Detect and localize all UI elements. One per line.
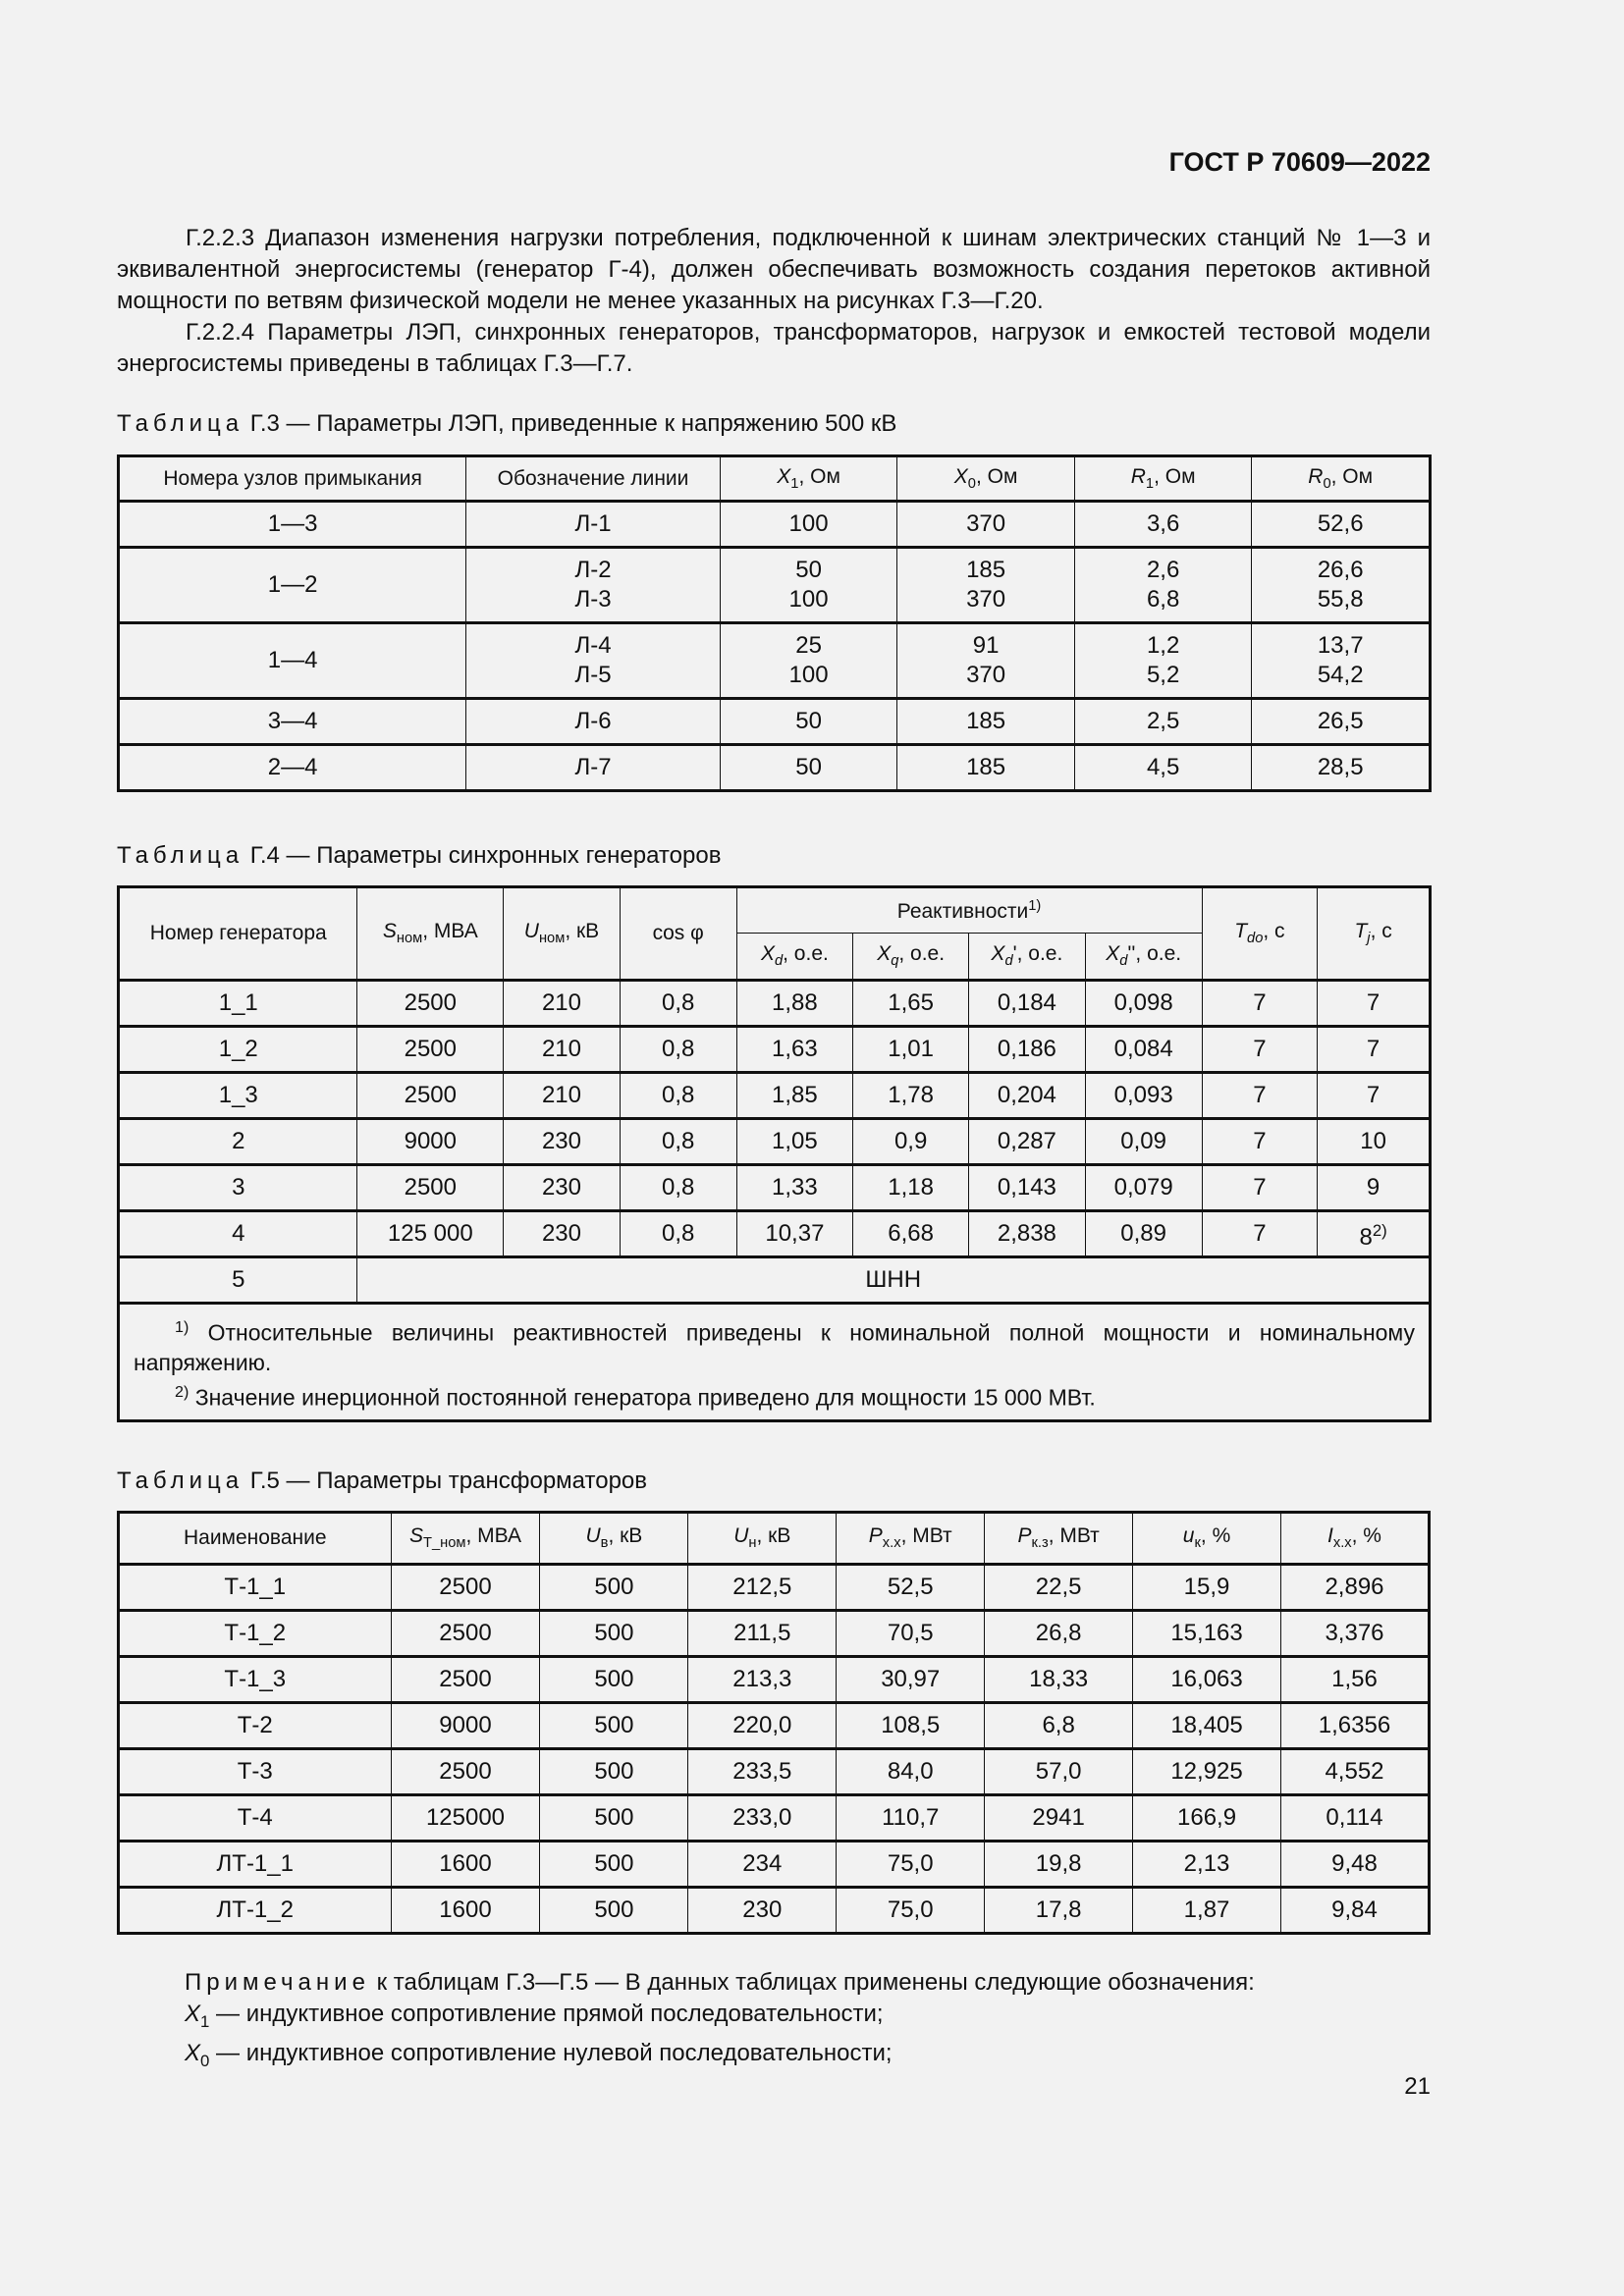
note-line: Примечание к таблицам Г.3—Г.5 — В данных таблицах применены следующие обозначения: bbox=[185, 1969, 1255, 1996]
table3-cell: 3,6 bbox=[1074, 502, 1252, 548]
table3-cell: 185 bbox=[897, 699, 1075, 745]
table5-cell: 9000 bbox=[391, 1703, 540, 1749]
table5-cell: Т-3 bbox=[119, 1749, 392, 1795]
table4-cell: 7 bbox=[1202, 1211, 1318, 1257]
table3-cell: 91 370 bbox=[897, 623, 1075, 699]
table5-cell: 75,0 bbox=[837, 1888, 985, 1934]
table5-cell: 1,87 bbox=[1133, 1888, 1281, 1934]
table4-header-xd: $X_d$, о.е. bbox=[736, 934, 853, 981]
table4-header-xq: $X_q$, о.е. bbox=[853, 934, 969, 981]
table5-cell: 70,5 bbox=[837, 1611, 985, 1657]
table4-cell: 210 bbox=[504, 1073, 621, 1119]
table4-cell: 1,78 bbox=[853, 1073, 969, 1119]
table5-cell: 500 bbox=[540, 1611, 688, 1657]
table5-cell: 2,896 bbox=[1280, 1565, 1429, 1611]
table4-cell: 210 bbox=[504, 981, 621, 1027]
table5-cell: Т-1_1 bbox=[119, 1565, 392, 1611]
table5-cell: 2500 bbox=[391, 1565, 540, 1611]
table4-cell: 7 bbox=[1202, 1027, 1318, 1073]
table-row bbox=[119, 1211, 1431, 1257]
table4-cell: 0,204 bbox=[969, 1073, 1086, 1119]
table5-cell: 75,0 bbox=[837, 1842, 985, 1888]
table5-cell: ЛТ-1_2 bbox=[119, 1888, 392, 1934]
table5-cell: 16,063 bbox=[1133, 1657, 1281, 1703]
table5-cell: 18,33 bbox=[985, 1657, 1133, 1703]
table4-cell: 6,68 bbox=[853, 1211, 969, 1257]
table4-cell: 7 bbox=[1318, 981, 1431, 1027]
table4-cell: 1_2 bbox=[119, 1027, 357, 1073]
table-row bbox=[119, 548, 1431, 623]
table4-cell: 7 bbox=[1318, 1073, 1431, 1119]
table-row bbox=[119, 981, 1431, 1027]
table4-cell: 0,8 bbox=[620, 1027, 736, 1073]
table3-header-x0: $X_0$, Ом bbox=[897, 456, 1075, 502]
note-x0: $X_0$ — индуктивное сопротивление нулевой последовательности; bbox=[185, 2039, 893, 2070]
table3-cell: 52,6 bbox=[1252, 502, 1431, 548]
table3-header-r1: $R_1$, Ом bbox=[1074, 456, 1252, 502]
table3-cell: 28,5 bbox=[1252, 745, 1431, 791]
table4-cell: 125 000 bbox=[357, 1211, 504, 1257]
table5-caption bbox=[117, 1468, 647, 1495]
table4-cell: 10,37 bbox=[736, 1211, 853, 1257]
table5-cell: 108,5 bbox=[837, 1703, 985, 1749]
table4-header-cos: cos φ bbox=[620, 887, 736, 981]
table-row bbox=[119, 699, 1431, 745]
paragraph-g224: Г.2.2.4 Параметры ЛЭП, синхронных генераторов, трансформаторов, нагрузок и емкостей тестовой модели энергосистемы приведены в таблицах Г.3—Г.7. bbox=[117, 319, 1431, 377]
table4-cell: 1_3 bbox=[119, 1073, 357, 1119]
table4-cell: 7 bbox=[1202, 1165, 1318, 1211]
table4-header-u: $U_{ном}$, кВ bbox=[504, 887, 621, 981]
table5-header-pkz: $P_{к.з}$, МВт bbox=[985, 1513, 1133, 1565]
table5-cell: 500 bbox=[540, 1703, 688, 1749]
table4-cell: 0,143 bbox=[969, 1165, 1086, 1211]
table4-cell: 5 bbox=[119, 1257, 357, 1304]
table4-cell: 8$^{2)}$ bbox=[1318, 1211, 1431, 1257]
table3-cell: 50 bbox=[720, 699, 897, 745]
table-row bbox=[119, 1165, 1431, 1211]
table4-cell: 2500 bbox=[357, 1073, 504, 1119]
table5-cell: 500 bbox=[540, 1888, 688, 1934]
table4-cell: 0,093 bbox=[1085, 1073, 1202, 1119]
table5-cell: 3,376 bbox=[1280, 1611, 1429, 1657]
table4-cell: 1,18 bbox=[853, 1165, 969, 1211]
table-row bbox=[119, 1795, 1430, 1842]
table-notes bbox=[185, 1967, 1255, 2077]
table3-cell: 1,2 5,2 bbox=[1074, 623, 1252, 699]
table5-header-s: $S_{Т\_ном}$, МВА bbox=[391, 1513, 540, 1565]
table4-notes-row bbox=[119, 1304, 1431, 1421]
table4-cell: 1,05 bbox=[736, 1119, 853, 1165]
table4-cell: 4 bbox=[119, 1211, 357, 1257]
table4-cell: 7 bbox=[1202, 1119, 1318, 1165]
table4-cell: 0,9 bbox=[853, 1119, 969, 1165]
table-row bbox=[119, 502, 1431, 548]
table5-cell: 2500 bbox=[391, 1749, 540, 1795]
table4-cell: 3 bbox=[119, 1165, 357, 1211]
table4-caption bbox=[117, 842, 721, 870]
table4-cell: 0,079 bbox=[1085, 1165, 1202, 1211]
table5-cell: 2,13 bbox=[1133, 1842, 1281, 1888]
table4-header-gen: Номер генератора bbox=[119, 887, 357, 981]
table5-cell: 26,8 bbox=[985, 1611, 1133, 1657]
table3-cell: 370 bbox=[897, 502, 1075, 548]
table5-cell: Т-4 bbox=[119, 1795, 392, 1842]
table5-cell: 500 bbox=[540, 1795, 688, 1842]
table3-header-x1: $X_1$, Ом bbox=[720, 456, 897, 502]
table5-cell: 211,5 bbox=[688, 1611, 837, 1657]
table-row bbox=[119, 623, 1431, 699]
table5-cell: 22,5 bbox=[985, 1565, 1133, 1611]
table5-cell: Т-1_3 bbox=[119, 1657, 392, 1703]
table3-cell: 26,6 55,8 bbox=[1252, 548, 1431, 623]
table3-cell: 2,6 6,8 bbox=[1074, 548, 1252, 623]
table4-cell: 230 bbox=[504, 1211, 621, 1257]
table4-cell: 0,09 bbox=[1085, 1119, 1202, 1165]
table3-header-nodes: Номера узлов примыкания bbox=[119, 456, 466, 502]
table3-cell: Л-6 bbox=[466, 699, 721, 745]
table5-cell: 84,0 bbox=[837, 1749, 985, 1795]
table5-cell: 0,114 bbox=[1280, 1795, 1429, 1842]
note-x1: $X_1$ — индуктивное сопротивление прямой последовательности; bbox=[185, 2001, 884, 2031]
table4-cell: 230 bbox=[504, 1165, 621, 1211]
table4-cell: 1,65 bbox=[853, 981, 969, 1027]
table4-cell: 2,838 bbox=[969, 1211, 1086, 1257]
table5-cell: 230 bbox=[688, 1888, 837, 1934]
table4-cell-shnn: ШНН bbox=[357, 1257, 1431, 1304]
table4-cell: 2 bbox=[119, 1119, 357, 1165]
table5-cell: 52,5 bbox=[837, 1565, 985, 1611]
table3-cell: Л-7 bbox=[466, 745, 721, 791]
table4-cell: 0,098 bbox=[1085, 981, 1202, 1027]
table4-cell: 7 bbox=[1202, 981, 1318, 1027]
table5-cell: 15,9 bbox=[1133, 1565, 1281, 1611]
table-row bbox=[119, 1073, 1431, 1119]
table5-cell: 9,84 bbox=[1280, 1888, 1429, 1934]
table4-header-xd2: $X_d''$, о.е. bbox=[1085, 934, 1202, 981]
table3-header-line: Обозначение линии bbox=[466, 456, 721, 502]
table3-cell: 1—4 bbox=[119, 623, 466, 699]
table5-header-pxx: $P_{х.х}$, МВт bbox=[837, 1513, 985, 1565]
table3-cell: 100 bbox=[720, 502, 897, 548]
table3-cell: 13,7 54,2 bbox=[1252, 623, 1431, 699]
table5-cell: 57,0 bbox=[985, 1749, 1133, 1795]
table5-cell: 1,56 bbox=[1280, 1657, 1429, 1703]
table3-cell: 185 370 bbox=[897, 548, 1075, 623]
table3-cell: 185 bbox=[897, 745, 1075, 791]
table3-title: Г.3 — Параметры ЛЭП, приведенные к напряжению 500 кВ bbox=[249, 410, 897, 437]
table4-cell: 0,8 bbox=[620, 1211, 736, 1257]
table-row bbox=[119, 1703, 1430, 1749]
table5-cell: Т-1_2 bbox=[119, 1611, 392, 1657]
table5-cell: 220,0 bbox=[688, 1703, 837, 1749]
table3-cell: Л-2 Л-3 bbox=[466, 548, 721, 623]
table5-cell: 2941 bbox=[985, 1795, 1133, 1842]
table-row bbox=[119, 1119, 1431, 1165]
page-number: 21 bbox=[1404, 2073, 1431, 2100]
table5-cell: 12,925 bbox=[1133, 1749, 1281, 1795]
table4-cell: 9 bbox=[1318, 1165, 1431, 1211]
table-row bbox=[119, 1842, 1430, 1888]
table3-cell: 1—3 bbox=[119, 502, 466, 548]
table4-cell: 1,85 bbox=[736, 1073, 853, 1119]
table5-label: Таблица bbox=[117, 1468, 244, 1494]
table4-cell: 2500 bbox=[357, 981, 504, 1027]
table4-cell: 210 bbox=[504, 1027, 621, 1073]
table5-cell: 234 bbox=[688, 1842, 837, 1888]
table4-cell: 230 bbox=[504, 1119, 621, 1165]
table4-header-xd1: $X_d'$, о.е. bbox=[969, 934, 1086, 981]
table3-cell: 26,5 bbox=[1252, 699, 1431, 745]
table4-cell: 0,8 bbox=[620, 1165, 736, 1211]
table5-cell: 166,9 bbox=[1133, 1795, 1281, 1842]
table5-cell: 500 bbox=[540, 1565, 688, 1611]
table5-cell: ЛТ-1_1 bbox=[119, 1842, 392, 1888]
table5-cell: 1600 bbox=[391, 1888, 540, 1934]
body-text bbox=[117, 223, 1431, 380]
document-header: ГОСТ Р 70609—2022 bbox=[1168, 147, 1431, 177]
table4-cell: 1,88 bbox=[736, 981, 853, 1027]
table4-cell: 0,184 bbox=[969, 981, 1086, 1027]
table3-cell: 50 bbox=[720, 745, 897, 791]
table5-header-ixx: $I_{х.х}$, % bbox=[1280, 1513, 1429, 1565]
table4-cell: 0,8 bbox=[620, 1073, 736, 1119]
table5-header-uv: $U_в$, кВ bbox=[540, 1513, 688, 1565]
table-row bbox=[119, 1565, 1430, 1611]
table5-cell: 1600 bbox=[391, 1842, 540, 1888]
table-row bbox=[119, 1611, 1430, 1657]
table4-cell: 10 bbox=[1318, 1119, 1431, 1165]
table5-cell: 500 bbox=[540, 1749, 688, 1795]
table3-cell: 2—4 bbox=[119, 745, 466, 791]
table4-cell: 7 bbox=[1202, 1073, 1318, 1119]
table4-cell: 0,8 bbox=[620, 1119, 736, 1165]
table5-cell: 500 bbox=[540, 1657, 688, 1703]
table5-cell: 15,163 bbox=[1133, 1611, 1281, 1657]
table4-cell: 2500 bbox=[357, 1165, 504, 1211]
table5-cell: 19,8 bbox=[985, 1842, 1133, 1888]
table4-cell: 0,287 bbox=[969, 1119, 1086, 1165]
table4-cell: 1,63 bbox=[736, 1027, 853, 1073]
table3-cell: 25 100 bbox=[720, 623, 897, 699]
table5-header-uk: $u_к$, % bbox=[1133, 1513, 1281, 1565]
table3 bbox=[117, 454, 1432, 792]
table3-cell: Л-1 bbox=[466, 502, 721, 548]
table3-caption bbox=[117, 410, 896, 438]
table3-label: Таблица bbox=[117, 410, 244, 437]
table3-cell: 1—2 bbox=[119, 548, 466, 623]
table4-cell: 0,89 bbox=[1085, 1211, 1202, 1257]
table3-cell: 3—4 bbox=[119, 699, 466, 745]
table5-cell: 233,0 bbox=[688, 1795, 837, 1842]
table-row bbox=[119, 1888, 1430, 1934]
table5 bbox=[117, 1511, 1431, 1935]
table4-cell: 2500 bbox=[357, 1027, 504, 1073]
table4-cell: 1_1 bbox=[119, 981, 357, 1027]
table4-cell: 0,186 bbox=[969, 1027, 1086, 1073]
table3-cell: 50 100 bbox=[720, 548, 897, 623]
table5-title: Г.5 — Параметры трансформаторов bbox=[249, 1468, 648, 1494]
table4-header-tdo: $T_{do}$, с bbox=[1202, 887, 1318, 981]
table-row bbox=[119, 1657, 1430, 1703]
table5-cell: 4,552 bbox=[1280, 1749, 1429, 1795]
table5-cell: Т-2 bbox=[119, 1703, 392, 1749]
table-row bbox=[119, 745, 1431, 791]
table5-cell: 1,6356 bbox=[1280, 1703, 1429, 1749]
table3-cell: 4,5 bbox=[1074, 745, 1252, 791]
table5-cell: 2500 bbox=[391, 1611, 540, 1657]
table5-cell: 2500 bbox=[391, 1657, 540, 1703]
table5-cell: 213,3 bbox=[688, 1657, 837, 1703]
table5-cell: 9,48 bbox=[1280, 1842, 1429, 1888]
table5-cell: 6,8 bbox=[985, 1703, 1133, 1749]
table4-title: Г.4 — Параметры синхронных генераторов bbox=[249, 842, 722, 869]
table5-cell: 233,5 bbox=[688, 1749, 837, 1795]
table5-header-un: $U_н$, кВ bbox=[688, 1513, 837, 1565]
table5-cell: 500 bbox=[540, 1842, 688, 1888]
table3-cell: 2,5 bbox=[1074, 699, 1252, 745]
table4-header-tj: $T_j$, с bbox=[1318, 887, 1431, 981]
table5-cell: 17,8 bbox=[985, 1888, 1133, 1934]
table4-header-reactances: Реактивности$^{1)}$ bbox=[736, 887, 1202, 934]
table5-cell: 18,405 bbox=[1133, 1703, 1281, 1749]
table4-footnotes: $^{1)}$ Относительные величины реактивностей приведены к номинальной полной мощности и номинальному напряжению. $^{2)}$ Значение инерционной постоянной генератора приведено для мощности 15 000 МВт. bbox=[119, 1304, 1431, 1421]
table5-cell: 125000 bbox=[391, 1795, 540, 1842]
table-row bbox=[119, 1257, 1431, 1304]
table4-cell: 7 bbox=[1318, 1027, 1431, 1073]
table4-cell: 0,084 bbox=[1085, 1027, 1202, 1073]
table4-header-s: $S_{ном}$, МВА bbox=[357, 887, 504, 981]
table4-cell: 0,8 bbox=[620, 981, 736, 1027]
table3-header-r0: $R_0$, Ом bbox=[1252, 456, 1431, 502]
table4-cell: 9000 bbox=[357, 1119, 504, 1165]
table4-label: Таблица bbox=[117, 842, 244, 869]
table4-cell: 1,01 bbox=[853, 1027, 969, 1073]
footnote-marker: 2) bbox=[1372, 1220, 1387, 1240]
paragraph-g223: Г.2.2.3 Диапазон изменения нагрузки потребления, подключенной к шинам электрических станций № 1—3 и эквивалентной энергосистемы (генератор Г-4), должен обеспечивать возможность создания перетоков активной мощности по ветвям физической модели не менее указанных на рисунках Г.3—Г.20. bbox=[117, 225, 1431, 314]
table4 bbox=[117, 885, 1432, 1422]
table-row bbox=[119, 1027, 1431, 1073]
table5-header-name: Наименование bbox=[119, 1513, 392, 1565]
table4-cell: 1,33 bbox=[736, 1165, 853, 1211]
table3-cell: Л-4 Л-5 bbox=[466, 623, 721, 699]
table5-cell: 30,97 bbox=[837, 1657, 985, 1703]
table-row bbox=[119, 1749, 1430, 1795]
table5-cell: 212,5 bbox=[688, 1565, 837, 1611]
table5-cell: 110,7 bbox=[837, 1795, 985, 1842]
